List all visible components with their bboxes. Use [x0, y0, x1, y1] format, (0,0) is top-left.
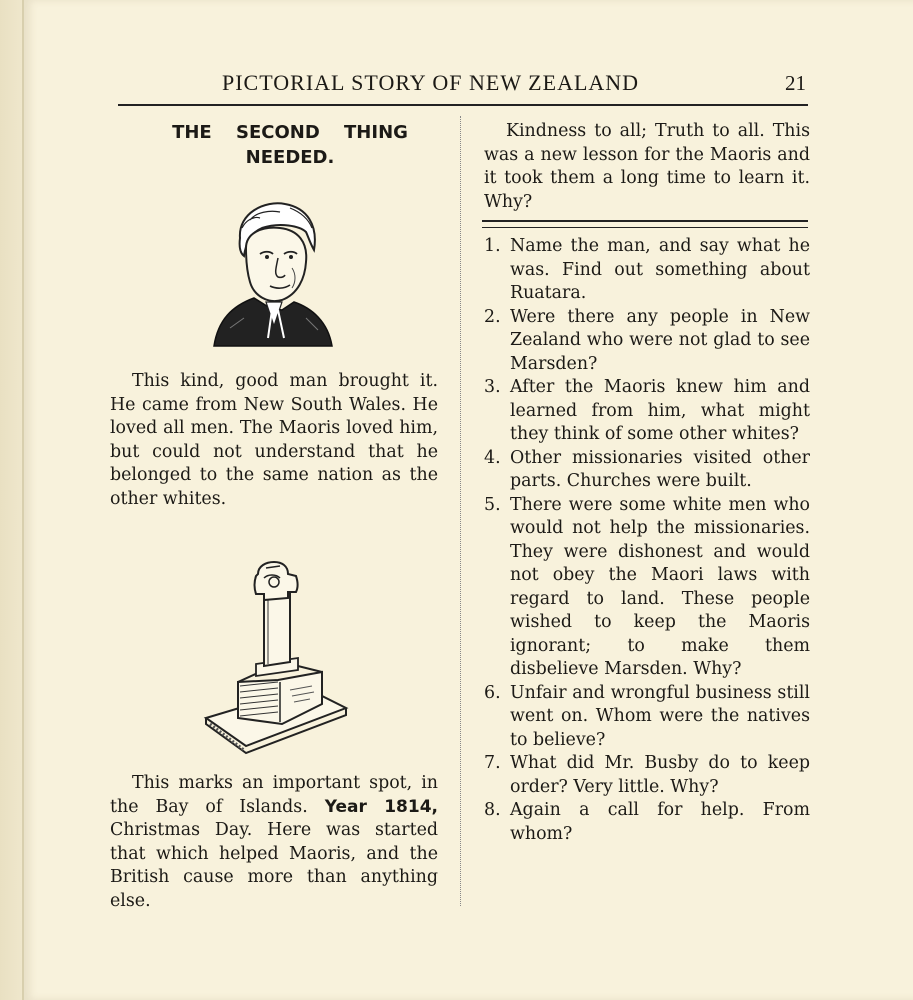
question-item — [484, 752, 810, 799]
paragraph-bay-of-islands — [110, 772, 438, 913]
year-1814-bold: Year 1814, — [324, 796, 438, 817]
book-gutter — [0, 0, 22, 1000]
question-text: Name the man, and say what he was. Find out something about Ruatara. — [510, 236, 810, 303]
question-number: 1. — [484, 236, 501, 256]
running-header — [118, 68, 808, 100]
question-number: 4. — [484, 447, 501, 468]
column-divider — [460, 116, 461, 906]
question-item — [484, 306, 810, 377]
question-number: 2. — [484, 306, 501, 327]
question-item — [484, 494, 810, 682]
question-text: Other missionaries visited other parts. Churches were built. — [510, 447, 810, 491]
question-item — [484, 376, 810, 447]
marsden-cross-monument-illustration — [202, 558, 350, 763]
question-list — [484, 235, 810, 846]
question-number: 7. — [484, 753, 501, 773]
question-text: Were there any people in New Zealand who were not glad to see Marsden? — [510, 306, 810, 374]
left-column — [110, 120, 438, 911]
question-item — [484, 682, 810, 753]
marsden-portrait-illustration — [210, 198, 335, 348]
question-number: 6. — [484, 682, 501, 703]
header-rule — [118, 104, 808, 106]
intro-paragraph: Kindness to all; Truth to all. This was a new lesson for the Maoris and it took them a long time to learn it. Why? — [484, 121, 810, 212]
question-item — [484, 799, 810, 846]
question-text: Unfair and wrongful business still went on. Whom were the natives to believe? — [510, 682, 810, 750]
question-item — [484, 447, 810, 494]
question-item — [484, 235, 810, 306]
question-number: 3. — [484, 377, 501, 397]
para2-start: This marks an important spot, in the Bay of Islands. — [110, 773, 438, 817]
question-text: After the Maoris knew him and learned from him, what might they think of some other whites? — [510, 377, 810, 444]
page-number: 21 — [785, 71, 806, 95]
section-title: THE SECOND THING NEEDED. — [172, 122, 408, 168]
question-text: Again a call for help. From whom? — [510, 800, 810, 844]
header-title: PICTORIAL STORY OF NEW ZEALAND — [222, 70, 640, 95]
paragraph-marsden-description: This kind, good man brought it. He came from New South Wales. He loved all men. The Maoris loved him, but could not understand that he belonged to the same nation as the other whites. — [110, 371, 438, 509]
question-number: 8. — [484, 800, 501, 820]
double-rule — [482, 220, 808, 228]
right-column — [484, 120, 810, 844]
question-text: There were some white men who would not help the missionaries. They were dishonest and would not obey the Maori laws with regard to land. These people wished to keep the Maoris ignorant; to make them disbelieve Marsden. Why? — [510, 494, 810, 679]
para2-end: Christmas Day. Here was started that which helped Maoris, and the British cause more than anything else. — [110, 820, 438, 911]
question-number: 5. — [484, 494, 501, 515]
question-text: What did Mr. Busby do to keep order? Very little. Why? — [510, 753, 810, 797]
